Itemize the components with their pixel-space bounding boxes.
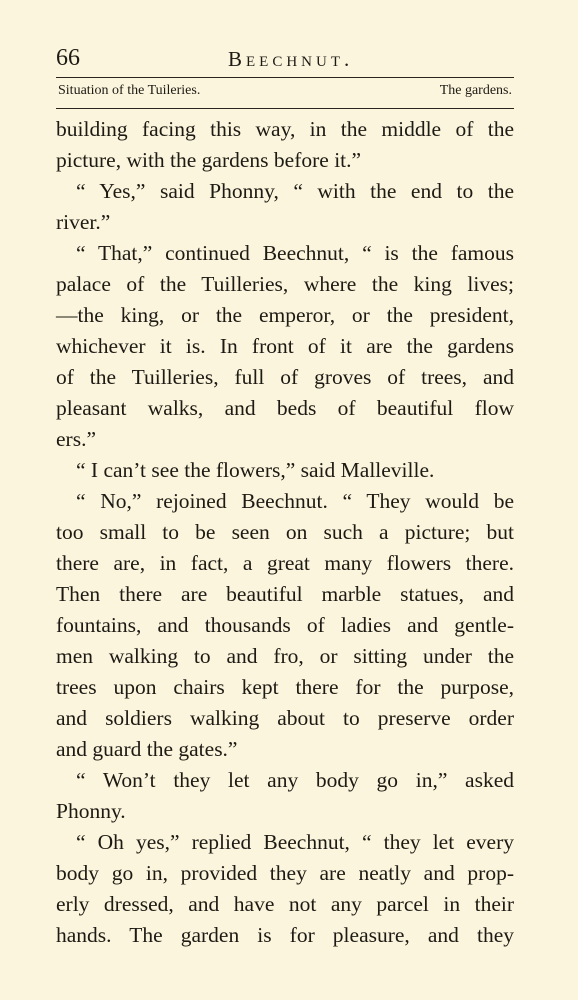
text-line: “ Oh yes,” replied Beechnut, “ they let every [76, 830, 514, 854]
text-line: ers.” [56, 427, 96, 451]
text-line: too small to be seen on such a picture; but [56, 520, 514, 544]
text-line: “ No,” rejoined Beechnut. “ They would be [76, 489, 514, 513]
text-line: body go in, provided they are neatly and prop- [56, 861, 514, 885]
text-line: “ Won’t they let any body go in,” asked [76, 768, 514, 792]
text-line: Phonny. [56, 799, 126, 823]
text-line: pleasant walks, and beds of beautiful flow [56, 396, 514, 420]
text-line: of the Tuilleries, full of groves of trees, and [56, 365, 514, 389]
text-line: river.” [56, 210, 111, 234]
body-text [56, 114, 514, 951]
header-rule-top [56, 77, 514, 78]
text-line: Then there are beautiful marble statues, and [56, 582, 514, 606]
text-line: hands. The garden is for pleasure, and they [56, 923, 514, 947]
book-title: Beechnut. [228, 47, 354, 71]
page-number: 66 [56, 45, 80, 71]
text-line: “ Yes,” said Phonny, “ with the end to the [76, 179, 514, 203]
text-line: whichever it is. In front of it are the gardens [56, 334, 514, 358]
text-line: —the king, or the emperor, or the president, [56, 303, 514, 327]
text-line: palace of the Tuilleries, where the king lives; [56, 272, 514, 296]
section-heading-right: The gardens. [439, 83, 512, 98]
text-line: and soldiers walking about to preserve order [56, 706, 514, 730]
text-line: erly dressed, and have not any parcel in their [56, 892, 514, 916]
text-line: and guard the gates.” [56, 737, 238, 761]
text-line: fountains, and thousands of ladies and gentle- [56, 613, 514, 637]
text-line: building facing this way, in the middle of the [56, 117, 514, 141]
text-line: men walking to and fro, or sitting under the [56, 644, 514, 668]
text-line: “ I can’t see the flowers,” said Malleville. [76, 458, 435, 482]
text-line: picture, with the gardens before it.” [56, 148, 362, 172]
running-head [56, 40, 514, 74]
text-line: “ That,” continued Beechnut, “ is the famous [76, 241, 514, 265]
text-line: there are, in fact, a great many flowers there. [56, 551, 514, 575]
section-headings [58, 81, 512, 103]
text-line: trees upon chairs kept there for the purpose, [56, 675, 514, 699]
header-rule-bottom [56, 108, 514, 109]
section-heading-left: Situation of the Tuileries. [58, 83, 201, 98]
